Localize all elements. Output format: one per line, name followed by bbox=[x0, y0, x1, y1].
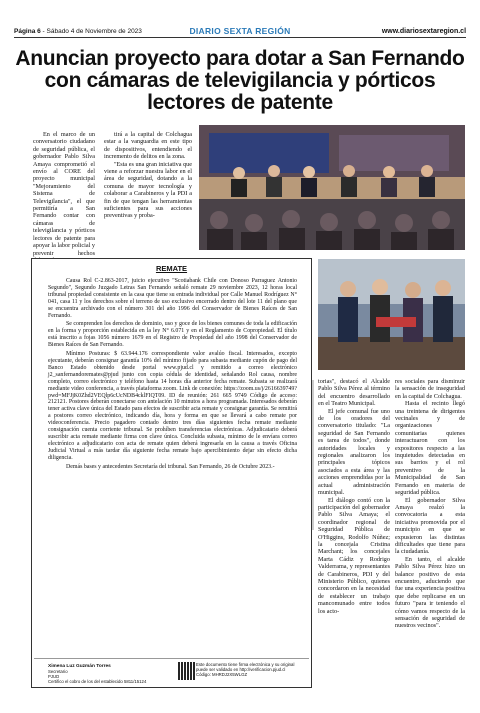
paragraph: torias", destacó el Alcalde Pablo Silva Pérez al término del encuentro desarrollado en el Teatro Municipal. bbox=[318, 378, 390, 408]
remate-paragraph: Se comprenden los derechos de dominio, uso y goce de los bienes comunes de toda la edificación en la forma y proporción establecida en la ley N° 6.071 y en el Reglamento de Copropiedad. El título está inscrito a fojas 1056 número 1679 en el Registro de Propiedad del año 1998 del Conservador de Bienes Raíces de San Fernando. bbox=[48, 321, 297, 349]
auditorium-image bbox=[199, 125, 465, 250]
paragraph: En el marco de un conversatorio ciudadano de seguridad pública, el gobernador Pablo Silva Amaya comprometió el envío al CORE del proyecto municipal "Mejoramiento del Sistema de Televigilancia", el que permitiría a San Fernando contar con cámaras de televigilancia y pórticos lectores de patente para apoyar la labor policial y prevenir hechos bbox=[33, 131, 95, 257]
issue-date: - Sábado 4 de Noviembre de 2023 bbox=[40, 27, 142, 35]
verification-note bbox=[196, 662, 296, 677]
column-divider bbox=[312, 380, 314, 530]
verify-text: Este documento tiene firma electrónica y su original puede ser validado en http://verificacion.pjud.cl bbox=[196, 662, 295, 672]
remate-paragraph: Demás bases y antecedentes Secretaría del tribunal. San Fernando, 26 de Octubre 2023.- bbox=[66, 463, 275, 470]
officials-image bbox=[318, 259, 465, 370]
qr-code-icon bbox=[178, 662, 196, 680]
paragraph: En tanto, el alcalde Pablo Silva Pérez hizo un balance positivo de esta encuentro, aduciendo que fue una experiencia positiva que debe replicarse en un futuro "para ir teniendo el cómo vamos respecto de la sensación de seguridad de nuestros vecinos". bbox=[395, 555, 465, 630]
article-column-2 bbox=[104, 131, 192, 220]
page-header bbox=[14, 25, 466, 38]
headline: Anuncian proyecto para dotar a San Fernando con cámaras de televigilancia y pórticos lectores de patente bbox=[15, 47, 465, 114]
signer-note: Certifico el cobro de los del establecido 5811/15124 bbox=[48, 679, 147, 684]
page-number: Página 6 bbox=[14, 27, 41, 35]
paragraph: El gobernador Silva Amaya realzó la convocatoria a esta iniciativa promovida por el municipio en que se expusieron las distintas dificultades que tiene para la ciudadanía. bbox=[395, 496, 465, 556]
article-column-3 bbox=[318, 378, 390, 615]
verify-code: Código: MHRDJ2X5WLGZ bbox=[196, 672, 248, 677]
paragraph: "Esta es una gran iniciativa que viene a reforzar nuestra labor en el área de seguridad, dotando a la comuna de mayor tecnología y colaborar a Carabineros y la PDI a fin de que tengan las herramientas suficientes para sus acciones preventivas y proba- bbox=[104, 160, 192, 220]
remate-body bbox=[48, 278, 297, 472]
paragraph: El jefe comunal fue uno de los oradores del conversatorio titulado: "La seguridad de San Fernando es tarea de todos", donde autoridades locales y regionales analizaron los principales tópicos asociados a esta área y las acciones emprendidas por la actual administración municipal. bbox=[318, 407, 390, 497]
article-column-4 bbox=[395, 378, 465, 630]
site-url[interactable]: www.diariosextaregion.cl bbox=[381, 27, 467, 35]
signature-block bbox=[48, 663, 146, 684]
paragraph: res sociales para disminuir la sensación de inseguridad en la capital de Colchagua. bbox=[395, 378, 465, 400]
officials-photo bbox=[318, 259, 465, 370]
signature-footer bbox=[34, 658, 309, 685]
paragraph: Hasta el recinto llegó una treintena de dirigentes vecinales y de organizaciones comunitarias quienes interactuaron con los expositores respecto a las inquietudes detectadas en sus barrios y el rol preventivo de la Municipalidad de San Fernando en materia de seguridad pública. bbox=[395, 400, 465, 497]
remate-paragraph: Mínimo Posturas: $ 63.944.176 correspondiente valor avalúo fiscal. Interesados, excepto ejecutante, deberán consignar garantía 10% del mínimo fijado para subasta mediante cupón de pago del Banco Estado obtenido desde portal www.pjud.cl y remitido a correo electrónico j2_sanfernandoremates@pjud junto con copia cédula de identidad, señalando Rol causa, nombre completo, correo electrónico y teléfono hasta 14 horas día anterior fecha remate. Subasta se realizará mediante video conferencia, a través plataforma zoom. Link de conexión: https://zoom.us/j/2616639749?pwd=MFJjK0Zhd2VEQlp6cUcNDB4cklFIQT09. ID de reunión: 261 665 9749 Código de acceso: 212121. Postores deberán conectarse con antelación 10 minutos a hora programada. Interesados deberán tener activa clave única del Estado para efectos de suscribir acta remate y consignar garantía. Se remitirá a postores correo electrónico, indicando día, hora y forma en que se llevará a cabo remate por videoconferencia. Precio pagadero contado dentro tres días siguientes fecha remate mediante consignación cuenta corriente tribunal. Se prohíben transferencias electrónicas. Adjudicatario deberá suscribir acta remate mediante firma con clave única. Concluida subasta, mínimo de le envíara correo electrónico a adjudicatario con acta de remate quien deberá ingresarla en la causa a través Oficina Judicial Virtual a más tardar día siguiente fecha remate bajo apercibimiento dejar sin efecto dicha diligencia. bbox=[48, 351, 297, 461]
article-column-1 bbox=[33, 131, 95, 272]
conversatorio-photo bbox=[199, 125, 465, 250]
remate-title: REMATE bbox=[155, 264, 188, 273]
signer-name: Ximena Luz Guzmán Torres bbox=[48, 664, 111, 669]
signer-org: PJUD bbox=[48, 674, 60, 679]
section-name: DIARIO SEXTA REGIÓN bbox=[189, 26, 291, 36]
remate-paragraph: Causa Rol C-2.863-2017, juicio ejecutivo "Scotiabank Chile con Donoso Parraguez Antonio Segundo", Segundo Juzgado Letras San Fernando señaló remate 29 noviembre 2023, 12 horas local tribunal propiedad consistente en la casa que tiene su entrada individual por Calle Manuel Rodríguez N° 041, casa 11 y los derechos sobre el terreno de uso exclusivo encerrado dentro del lote 11 del plano que se encuentra archivado con el número 301 del año 1996 del Conservador de Bienes Raíces de San Fernando. bbox=[48, 278, 297, 319]
remate-notice bbox=[31, 258, 312, 688]
page-info bbox=[14, 28, 165, 35]
signer-role: Secretario bbox=[48, 669, 68, 674]
paragraph: El diálogo contó con la participación del gobernador Pablo Silva Amaya; el coordinador regional de Seguridad Pública de O'Higgins, Rodolfo Núñez; la concejala Cristina Marchant; los concejales Marta Cádiz y Rodrigo Valderrama, y representantes de Carabineros, PDI y del Ministerio Público, quienes concordaron en la necesidad de establecer un trabajo mancomunado entre todos los acto- bbox=[318, 496, 390, 615]
paragraph: tirá a la capital de Colchagua estar a la vanguardia en este tipo de dispositivos, entendiendo el incremento de delitos en la zona. bbox=[104, 131, 192, 161]
